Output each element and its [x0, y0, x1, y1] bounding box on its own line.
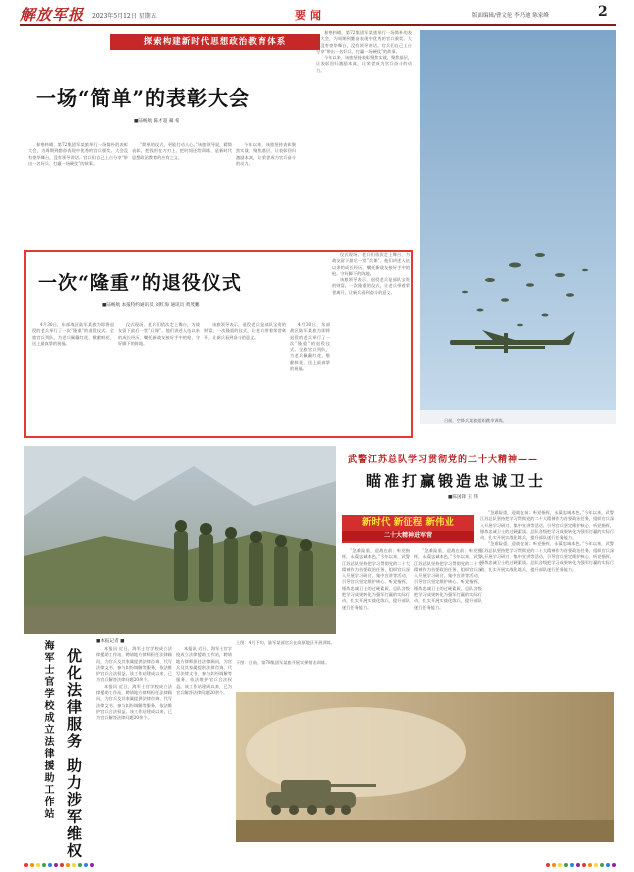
article1-title[interactable]: 一场“简单”的表彰大会	[36, 86, 251, 110]
article3-column-2: 本报讯 近日，海军士官学校成立法律援助工作站，聘请地方律师担任法律顾问，为官兵及其家属提供法律咨询、代写法律文书、参与纠纷调解等服务，依法维护官兵合法权益。该工作站建成以来，已为官兵解答法律问题20余个。	[176, 646, 232, 696]
article2-column-2: 仪式现场，老兵们依次走上舞台，为战友留下最后一堂“兵课”。他们讲述入伍以来的成长经历，嘱托新战友接好手中的枪，守好脚下的阵地。	[118, 322, 200, 346]
issue-date: 2023年5月12日 星期五	[92, 13, 157, 20]
article1-byline: ■陆畅航 陈才超 蔺 希	[134, 119, 180, 124]
footer-dot	[582, 863, 586, 867]
footer-dot	[600, 863, 604, 867]
footer-dot	[588, 863, 592, 867]
footer-dot	[594, 863, 598, 867]
parachute-photo[interactable]	[420, 30, 616, 424]
sticker-sub-text: 二十大精神进军营	[342, 531, 474, 541]
article4-byline: ■陈国锋 王 伟	[448, 495, 479, 500]
footer-dots-left	[24, 852, 96, 871]
parachute-photo-caption: 日前，空降兵某旅组织跳伞训练。	[444, 418, 507, 423]
newspaper-logo: 解放军报	[20, 6, 85, 24]
article1-column-1: 春寒料峭，第72集团军某旅举行一场简朴的表彰大会，为周期到勤奋表现中优秀的官兵颁奖。大会没有豪华舞台，没有领导讲话。官兵们自己上台分享“带出一名好兵、打赢一场硬仗”的故事。	[28, 142, 128, 166]
soldiers-caption-a: 上图：4月下旬，陆军某部官兵在高原地区开展训练。	[236, 640, 335, 645]
section-title: 要闻	[295, 9, 325, 22]
footer-dot	[546, 863, 550, 867]
article4-column-3: “急难险重，迎战在前；听党指挥，永葆忠诚本色。”今年以来，武警江苏总队坚持把学习贯彻党的二十大精神作为首要政治任务，组织官兵深入开展学习研讨、集中宣讲等活动，引导官兵坚定维护核心、听党指挥，锤炼忠诚卫士的过硬素质。总队各级把学习成果转化为强军打赢的实际行动，扎实开展实战化练兵，提升部队遂行任务能力。 “急难险重，迎战在前；听党指挥，永葆忠诚本色。”今年以来，武警江苏总队坚持把学习贯彻党的二十大精神作为首要政治任务，组织官兵深入开展学习研讨、集中宣讲等活动，引导官兵坚定维护核心、听党指挥，锤炼忠诚卫士的过硬素质。总队各级把学习成果转化为强军打赢的实际行动，扎实开展实战化练兵，提升部队遂行任务能力。	[480, 510, 614, 572]
article2-column-5: 仪式现场，老兵们依次走上舞台，为战友留下最后一堂“兵课”。他们讲述入伍以来的成长经历，嘱托新战友接好手中的枪，守好脚下的阵地。 该旅领导表示，退役老兵是部队宝贵的财富，一次隆重的仪式，让老兵带着荣誉离开，让新兵看到奋斗的意义。	[332, 252, 410, 295]
footer-dot	[606, 863, 610, 867]
article1-column-2: “简单的仪式，更能打动人心。”该旅领导说，精简表彰，把钱用在刀刃上，把时间还给训练，是新时代思想政治教育的应有之义。	[132, 142, 232, 160]
footer-dot	[564, 863, 568, 867]
footer-dot	[90, 863, 94, 867]
article2-column-3: 该旅领导表示，退役老兵是部队宝贵的财富，一次隆重的仪式，让老兵带着荣誉离开，让新兵看到奋斗的意义。	[204, 322, 286, 340]
series-banner: 探索构建新时代思想政治教育体系	[110, 34, 320, 50]
footer-dots-right	[546, 852, 618, 871]
footer-dot	[576, 863, 580, 867]
article2-title[interactable]: 一次“隆重”的退役仪式	[38, 272, 242, 294]
footer-dot	[612, 863, 616, 867]
soldiers-photo[interactable]	[24, 446, 336, 634]
article2-byline: ■陆畅航 本报特约通讯员 刘红海 通讯员 黄茂鹏	[102, 303, 200, 308]
theme-sticker	[342, 515, 474, 543]
article4-column-2: “急难险重，迎战在前；听党指挥，永葆忠诚本色。”今年以来，武警江苏总队坚持把学习贯彻党的二十大精神作为首要政治任务，组织官兵深入开展学习研讨、集中宣讲等活动，引导官兵坚定维护核心、听党指挥，锤炼忠诚卫士的过硬素质。总队各级把学习成果转化为强军打赢的实际行动，扎实开展实战化练兵，提升部队遂行任务能力。	[414, 548, 482, 610]
footer-dot	[66, 863, 70, 867]
footer-dot	[552, 863, 556, 867]
footer-dot	[84, 863, 88, 867]
footer-dot	[78, 863, 82, 867]
article4-overline: 武警江苏总队学习贯彻党的二十大精神——	[348, 455, 539, 465]
header-rule	[20, 24, 616, 26]
article1-column-3: 今年以来，该旅坚持表彰聚焦实战、聚焦基层，让表彰回归激励本真，让荣誉成为官兵奋斗的动力。	[236, 142, 296, 166]
footer-dot	[60, 863, 64, 867]
article3-title[interactable]: 优化法律服务 助力涉军维权	[65, 648, 83, 860]
footer-dot	[570, 863, 574, 867]
tank-photo[interactable]	[236, 692, 614, 842]
article4-title[interactable]: 瞄准打赢锻造忠诚卫士	[366, 472, 547, 490]
sticker-main-text: 新时代 新征程 新伟业	[361, 517, 455, 528]
footer-dot	[24, 863, 28, 867]
footer-dot	[54, 863, 58, 867]
article3-byline: ■本报记者 ■	[96, 639, 125, 644]
page-number: 2	[598, 4, 608, 20]
footer-dot	[558, 863, 562, 867]
article3-column-1: 本报讯 近日，海军士官学校成立法律援助工作站，聘请地方律师担任法律顾问，为官兵及其家属提供法律咨询、代写法律文书、参与纠纷调解等服务，依法维护官兵合法权益。该工作站建成以来，已为官兵解答法律问题20余个。 本报讯 近日，海军士官学校成立法律援助工作站，聘请地方律师担任法律顾问，为官兵及其家属提供法律咨询、代写法律文书、参与纠纷调解等服务，依法维护官兵合法权益。该工作站建成以来，已为官兵解答法律问题20余个。	[96, 646, 172, 721]
footer-dot	[36, 863, 40, 867]
article1-column-4: 春寒料峭，第72集团军某旅举行一场简朴的表彰大会，为周期到勤奋表现中优秀的官兵颁奖。大会没有豪华舞台，没有领导讲话。官兵们自己上台分享“带出一名好兵、打赢一场硬仗”的故事。 今年以来，该旅坚持表彰聚焦实战、聚焦基层，让表彰回归激励本真，让荣誉成为官兵奋斗的动力。	[316, 30, 412, 73]
soldiers-caption-b: 下图：日前，第78集团军某旅开展实弹射击训练。	[236, 660, 330, 665]
article2-column-1: 4月30日，东部战区陆军某旅为即将退役的老兵举行了一次“隆重”的退役仪式。全旅官兵列队，为老兵佩戴红花、敬献鲜花，送上最真挚的祝福。	[32, 322, 114, 346]
footer-dot	[48, 863, 52, 867]
footer-dot	[30, 863, 34, 867]
footer-dot	[42, 863, 46, 867]
article4-column-1: “急难险重，迎战在前；听党指挥，永葆忠诚本色。”今年以来，武警江苏总队坚持把学习贯彻党的二十大精神作为首要政治任务，组织官兵深入开展学习研讨、集中宣讲等活动，引导官兵坚定维护核心、听党指挥，锤炼忠诚卫士的过硬素质。总队各级把学习成果转化为强军打赢的实际行动，扎实开展实战化练兵，提升部队遂行任务能力。	[342, 548, 410, 610]
editors-line: 版面编辑/曹文伦 李乃迪 陈家峰	[472, 13, 549, 19]
article3-vertical-title: 海军士官学校成立法律援助工作站	[42, 640, 53, 820]
article2-column-4: 4月30日，东部战区陆军某旅为即将退役的老兵举行了一次“隆重”的退役仪式。全旅官兵列队，为老兵佩戴红花、敬献鲜花，送上最真挚的祝福。	[290, 322, 330, 372]
footer-dot	[72, 863, 76, 867]
